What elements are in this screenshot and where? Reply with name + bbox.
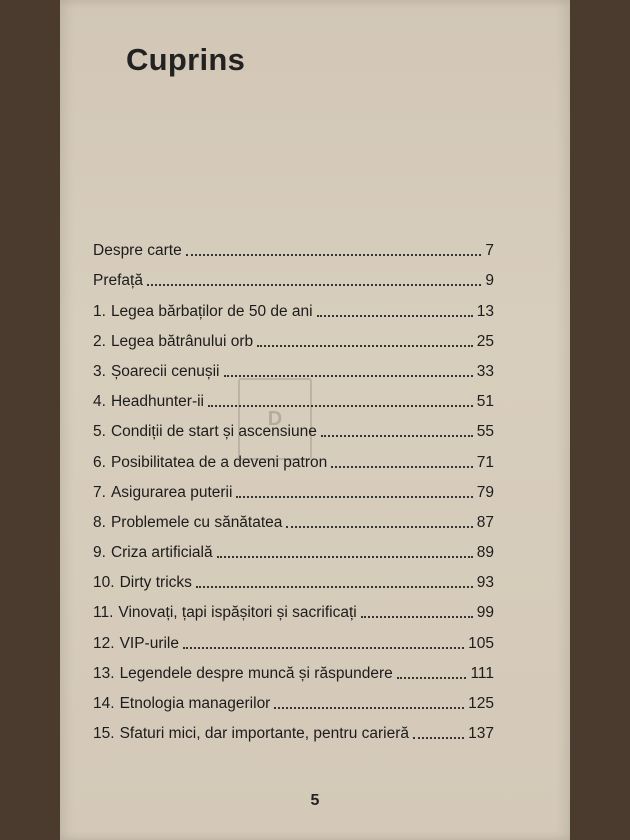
- toc-entry-number: 8.: [93, 513, 106, 531]
- toc-entry-title: Posibilitatea de a deveni patron: [110, 453, 328, 471]
- toc-entry-page: 125: [468, 695, 494, 712]
- toc-entry-title: Sfaturi mici, dar importante, pentru carieră: [119, 725, 410, 743]
- toc-entry-title: Prefață: [93, 272, 143, 290]
- dot-leader: [183, 636, 464, 650]
- toc-entry-page: 55: [476, 423, 494, 441]
- dot-leader: [286, 515, 472, 529]
- toc-entry-title: Șoarecii cenușii: [110, 362, 220, 380]
- toc-entry-page: 93: [476, 574, 494, 592]
- toc-entry-title: Problemele cu sănătatea: [110, 513, 283, 531]
- dot-leader: [217, 545, 473, 559]
- toc-entry-page: 79: [476, 483, 494, 501]
- table-of-contents: [93, 230, 494, 743]
- toc-entry: [93, 562, 494, 592]
- dot-leader: [397, 666, 467, 680]
- toc-entry-page: 13: [476, 302, 494, 320]
- toc-entry-number: 6.: [93, 453, 106, 471]
- toc-entry: [93, 441, 494, 471]
- toc-entry-number: 2.: [93, 332, 106, 350]
- toc-entry-page: 137: [468, 725, 494, 743]
- toc-entry: [93, 381, 494, 411]
- toc-entry-number: 10.: [93, 574, 115, 592]
- toc-entry: [93, 592, 494, 622]
- toc-entry-title: Legendele despre muncă și răspundere: [119, 664, 393, 682]
- toc-entry: [93, 411, 494, 441]
- page-title: Cuprins: [126, 42, 246, 77]
- toc-entry-number: 1.: [93, 302, 106, 320]
- toc-entry: [93, 351, 494, 381]
- toc-entry-number: 7.: [93, 483, 106, 501]
- toc-entry: [93, 230, 494, 260]
- toc-entry-page: 33: [476, 362, 494, 380]
- toc-entry-page: 99: [476, 604, 494, 622]
- toc-entry-number: 11.: [93, 604, 114, 622]
- toc-entry-number: 13.: [93, 664, 115, 682]
- toc-entry-title: Etnologia managerilor: [119, 695, 271, 712]
- toc-entry: [93, 290, 494, 320]
- dot-leader: [257, 334, 473, 348]
- page-number: 5: [310, 792, 320, 809]
- watermark-logo: D: [238, 378, 312, 460]
- toc-entry: [93, 532, 494, 562]
- toc-entry-title: Despre carte: [93, 242, 182, 260]
- toc-entry-number: 4.: [93, 393, 106, 411]
- dot-leader: [274, 696, 464, 710]
- toc-entry-page: 105: [468, 634, 494, 652]
- toc-entry-page: 89: [476, 544, 494, 562]
- toc-entry-title: Headhunter-ii: [110, 393, 204, 411]
- toc-entry-number: 5.: [93, 423, 106, 441]
- dot-leader: [224, 364, 473, 378]
- toc-entry-page: 87: [476, 513, 494, 531]
- toc-entry: [93, 502, 494, 532]
- toc-entry-number: 3.: [93, 362, 106, 380]
- toc-entry: [93, 713, 494, 743]
- toc-entry-number: 12.: [93, 634, 115, 652]
- toc-entry-title: Criza artificială: [110, 544, 213, 562]
- dot-leader: [331, 455, 473, 469]
- toc-entry-title: VIP-urile: [119, 634, 179, 652]
- dot-leader: [208, 394, 473, 408]
- toc-entry-title: Legea bătrânului orb: [110, 332, 254, 350]
- toc-entry-page: 111: [470, 664, 494, 682]
- toc-entry: [93, 683, 494, 713]
- toc-entry: [93, 321, 494, 351]
- toc-entry: [93, 622, 494, 652]
- toc-entry-title: Condiții de start și ascensiune: [110, 423, 317, 441]
- dot-leader: [317, 304, 473, 318]
- toc-entry-page: 7: [485, 242, 494, 260]
- dot-leader: [321, 424, 473, 438]
- toc-entry-title: Dirty tricks: [119, 574, 192, 592]
- toc-entry-page: 51: [476, 393, 494, 411]
- dot-leader: [147, 273, 481, 287]
- toc-entry-number: 15.: [93, 725, 115, 743]
- toc-entry-page: 71: [476, 453, 494, 471]
- toc-entry-title: Vinovați, țapi ispășitori și sacrificați: [118, 604, 357, 622]
- toc-entry-title: Asigurarea puterii: [110, 483, 233, 501]
- dot-leader: [196, 575, 473, 589]
- dot-leader: [413, 726, 464, 740]
- toc-entry-page: 9: [485, 272, 494, 290]
- toc-entry: [93, 472, 494, 502]
- dot-leader: [361, 605, 473, 619]
- dot-leader: [236, 485, 472, 499]
- toc-entry-page: 25: [476, 332, 494, 350]
- dot-leader: [186, 243, 482, 257]
- toc-entry-number: 9.: [93, 544, 106, 562]
- toc-entry: [93, 260, 494, 290]
- toc-entry: [93, 653, 494, 683]
- toc-entry-title: Legea bărbaților de 50 de ani: [110, 302, 313, 320]
- toc-entry-number: 14.: [93, 695, 115, 712]
